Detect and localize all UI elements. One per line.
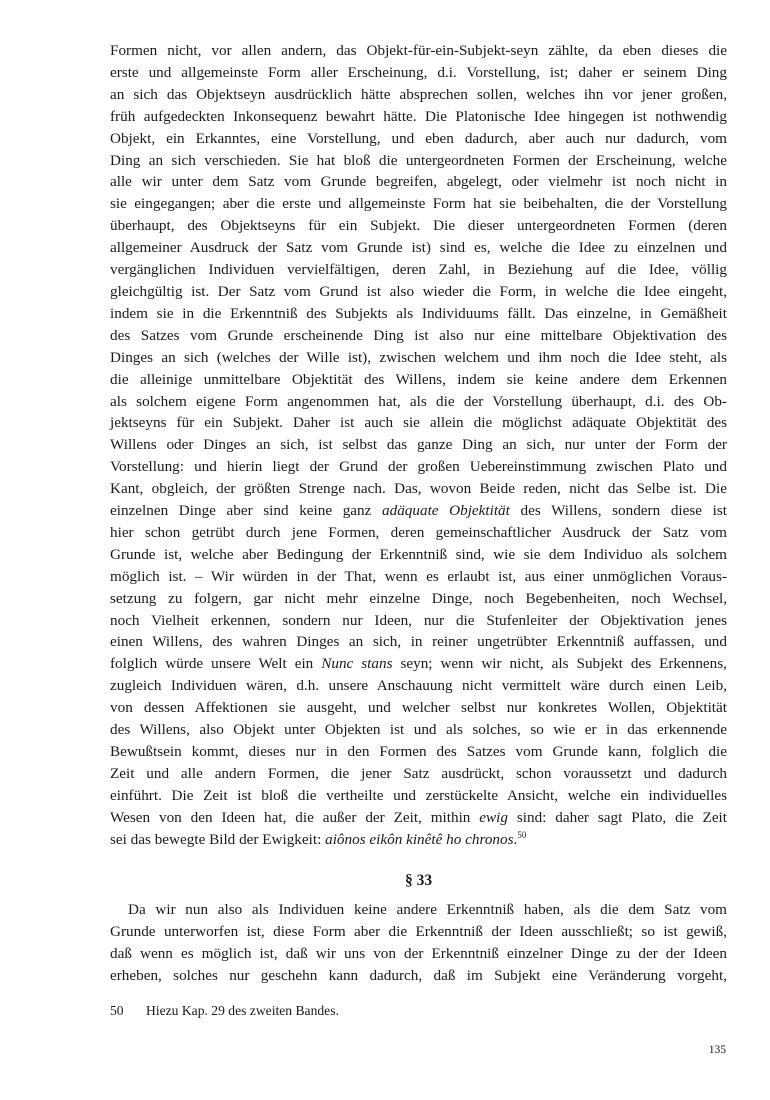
- text-line: [110, 807, 727, 829]
- text-line: Ding an sich verschieden. Sie hat bloß die untergeordneten Formen der Erscheinung, welche: [110, 151, 727, 169]
- text-line: Vorstellung: und hierin liegt der Grund der großen Uebereinstimmung zwischen Plato und: [110, 458, 727, 476]
- text-line: an sich das Objektseyn ausdrücklich hätte absprechen sollen, welches ihn vor jener großen,: [110, 85, 727, 103]
- text-line: sie eingegangen; aber die erste und allgemeinste Form hat sie beibehalten, die der Vorstellung: [110, 195, 727, 213]
- emphasis: Nunc stans: [321, 655, 393, 673]
- text-line: überhaupt, des Objektseyns für ein Subjekt. Die dieser untergeordneten Formen (deren: [110, 217, 727, 235]
- text-line: Grunde ist, welche aber Bedingung der Erkenntniß sind, wie sie dem Individuo als solchem: [110, 545, 727, 563]
- footnote: [110, 1001, 727, 1021]
- footnote-reference[interactable]: 50: [517, 829, 527, 840]
- text-line: gleichgültig ist. Der Satz vom Grund ist also wieder die Form, in welche die Idee eingeht,: [110, 282, 727, 300]
- text-line: [110, 829, 727, 851]
- text-line: die alleinige unmittelbare Objektität des Willens, indem sie keine andere dem Erkennen: [110, 370, 727, 388]
- text-run: sei das bewegte Bild der Ewigkeit:: [110, 830, 326, 848]
- text-line: Kant, obgleich, der größten Strenge nach. Das, wovon Beide reden, nicht das Selbe ist. Die: [110, 480, 727, 498]
- text-line: einführt. Die Zeit ist bloß die vertheilte und zerstückelte Ansicht, welche ein individuelles: [110, 786, 727, 804]
- text-line: Bewußtsein kommt, dieses nur in den Formen des Satzes vom Grunde kann, folglich die: [110, 743, 727, 760]
- paragraph-section-33: [110, 899, 727, 987]
- text-line: des Willens, also Objekt unter Objekten ist und als solches, so wie er in das erkennende: [110, 721, 727, 739]
- text-run: .: [513, 830, 518, 848]
- text-run: sind: daher sagt Plato, die Zeit: [507, 808, 727, 826]
- text-line: noch Vielheit erkennen, sondern nur Ideen, nur die Stufenleiter der Objektivation jenes: [110, 611, 727, 629]
- footnote-text: Hiezu Kap. 29 des zweiten Bandes.: [146, 1003, 339, 1018]
- text-line: einen Willens, des wahren Dinges an sich, in reiner ungetrübter Erkenntniß auffassen, und: [110, 633, 727, 651]
- text-line: als solchem eigene Form angenommen hat, als die der Vorstellung überhaupt, d.i. des Ob-: [110, 392, 727, 410]
- text-line: [110, 500, 727, 522]
- text-line: Formen nicht, vor allen andern, das Objekt-für-ein-Subjekt-seyn zählte, da eben dieses die: [110, 42, 727, 59]
- footnote-number: 50: [110, 1003, 124, 1018]
- text-run: folglich würde unsere Welt ein: [110, 655, 322, 673]
- text-line: jektseyns für ein Subjekt. Daher ist auch sie allein die möglichst adäquate Objektität des: [110, 414, 727, 432]
- text-run: einzelnen Dinge aber sind keine ganz: [110, 502, 382, 520]
- text-line: erheben, solches nur geschehn kann dadurch, daß im Subjekt eine Veränderung vorgeht,: [110, 966, 727, 984]
- text-line: daß wenn es möglich ist, daß wir uns von der Erkenntniß einzelner Dinge zu der der Ideen: [110, 944, 727, 962]
- text-run: Wesen von den Ideen hat, die außer der Zeit, mithin: [110, 808, 480, 826]
- text-line: setzung zu folgern, gar nicht mehr einzelne Dinge, noch Begebenheiten, noch Wechsel,: [110, 589, 727, 607]
- text-line: Willens oder Dinges an sich, ist selbst das ganze Ding an sich, nur unter der Form der: [110, 436, 727, 454]
- text-line: vergänglichen Individuen vervielfältigen, deren Zahl, in Beziehung auf die Idee, völlig: [110, 261, 727, 279]
- text-line: indem sie in die Erkenntniß des Subjekts als Individuums fällt. Das einzelne, in Gemäßheit: [110, 304, 727, 322]
- text-line: Da wir nun also als Individuen keine andere Erkenntniß haben, als die dem Satz vom: [128, 901, 727, 918]
- text-line: allgemeiner Ausdruck der Satz vom Grunde ist) sind es, welche die Idee zu einzelnen und: [110, 239, 727, 257]
- text-line: Zeit und alle andern Formen, die jener Satz ausdrückt, schon voraussetzt und dadurch: [110, 764, 727, 782]
- text-line: möglich ist. – Wir würden in der That, wenn es erlaubt ist, aus einer unmöglichen Voraus-: [110, 567, 727, 585]
- text-line: zugleich Individuen wären, d.h. unsere Anschauung nicht vermittelt wäre durch einen Leib,: [110, 677, 727, 695]
- emphasis: ewig: [479, 808, 508, 826]
- text-line: Dinges an sich (welches der Wille ist), zwischen welchem und ihm noch die Idee steht, als: [110, 348, 727, 366]
- text-line: erste und allgemeinste Form aller Erscheinung, d.i. Vorstellung, ist; daher er seinem Ding: [110, 63, 727, 81]
- section-heading: § 33: [404, 872, 433, 889]
- text-run: seyn; wenn wir nicht, als Subjekt des Erkennens,: [392, 655, 727, 673]
- emphasis: aiônos eikôn kinêtê ho chronos: [325, 830, 514, 848]
- text-line: von dessen Affektionen sie ausgeht, und welcher selbst nur konkretes Wollen, Objektität: [110, 699, 727, 717]
- text-line: früh aufgedeckten Inkonsequenz bewahrt hätte. Die Platonische Idee hingegen ist nothwendig: [110, 107, 727, 125]
- text-line: des Satzes vom Grunde erscheinende Ding ist also nur eine mittelbare Objektivation des: [110, 326, 727, 344]
- text-line: hier schon getrübt durch jene Formen, deren gemeinschaftlicher Ausdruck der Satz vom: [110, 523, 727, 541]
- text-line: Grunde unterworfen ist, diese Form aber die Erkenntniß der Ideen ausschließt; so ist gewiß,: [110, 922, 727, 940]
- page-number: 135: [708, 1044, 726, 1056]
- paragraph-main: [110, 40, 727, 851]
- text-run: des Willens, sondern diese ist: [509, 502, 727, 520]
- text-line: Objekt, ein Erkanntes, eine Vorstellung, und eben dadurch, aber auch nur dadurch, vom: [110, 129, 727, 147]
- text-line: [110, 653, 727, 675]
- emphasis: adäquate Objektität: [382, 502, 510, 520]
- text-line: alle wir unter dem Satz vom Grunde begreifen, abgelegt, oder vielmehr ist noch nicht in: [110, 173, 727, 191]
